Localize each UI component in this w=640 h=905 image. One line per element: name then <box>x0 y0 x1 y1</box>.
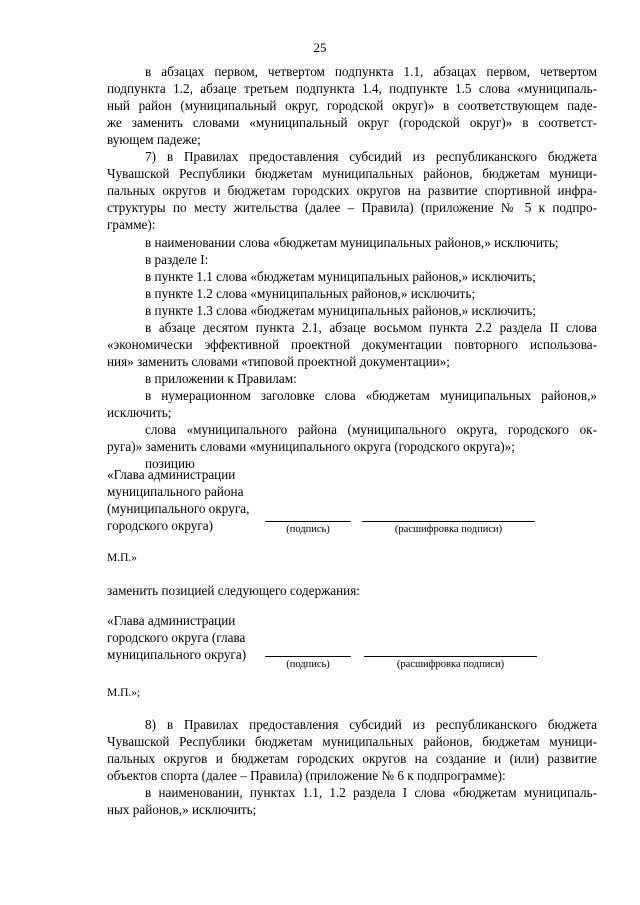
text-line: позицию <box>145 456 195 471</box>
signature-title-line: городского округа (глава <box>107 630 246 645</box>
text-line: 8) в Правилах предоставления субсидий из республиканского бюджета <box>145 717 597 732</box>
text-line: руга)» заменить словами «муниципального округа (городского округа)»; <box>107 439 515 454</box>
signature-title-line: (муниципального округа, <box>107 501 250 516</box>
text-line: заменить позицией следующего содержания: <box>107 583 360 598</box>
signature-caption: (подпись) <box>286 524 330 535</box>
text-line: в нумерационном заголовке слова «бюджетам муниципальных районов,» <box>145 388 597 403</box>
signature-title-line: «Глава администрации <box>107 613 236 628</box>
page-number: 25 <box>313 40 327 55</box>
signature-line <box>265 521 351 522</box>
text-line: в абзацах первом, четвертом подпункта 1.1, абзацах первом, четвертом <box>145 64 597 79</box>
text-line: в пункте 1.1 слова «бюджетам муниципальных районов,» исключить; <box>145 269 536 284</box>
text-line: же заменить словами «муниципальный округ (городской округ)» в соответст- <box>107 115 597 130</box>
signature-title-line: городского округа) <box>107 518 214 533</box>
text-line: в наименовании, пунктах 1.1, 1.2 раздела I слова «бюджетам муниципаль- <box>145 785 597 800</box>
signature-title-line: муниципального округа) <box>107 647 247 662</box>
text-line: слова «муниципального района (муниципального округа, городского ок- <box>145 422 597 437</box>
text-line: в пункте 1.3 слова «бюджетам муниципальных районов,» исключить; <box>145 303 536 318</box>
signature-title-line: муниципального района <box>107 484 244 499</box>
text-line: объектов спорта (далее – Правила) (приложение № 6 к подпрограмме): <box>107 768 506 783</box>
text-line: в абзаце десятом пункта 2.1, абзаце восьмом пункта 2.2 раздела II слова <box>145 320 597 335</box>
text-line: ных районов,» исключить; <box>107 802 257 817</box>
text-line: ный район (муниципальный округ, городской округ)» в соответствующем паде- <box>107 98 597 113</box>
signature-line <box>265 656 351 657</box>
text-line: 7) в Правилах предоставления субсидий из республиканского бюджета <box>145 149 597 164</box>
text-line: Чувашской Республики бюджетам муниципальных районов, бюджетам муници- <box>107 734 597 749</box>
stamp-mark: М.П.» <box>107 552 138 564</box>
text-line: грамме): <box>107 217 156 232</box>
stamp-mark: М.П.»; <box>107 687 141 699</box>
text-line: вующем падеже; <box>107 132 201 147</box>
name-decoding-caption: (расшифровка подписи) <box>396 659 505 670</box>
text-line: пальных округов и бюджетам городских округов на развитие спортивной инфра- <box>107 183 597 198</box>
text-line: ния» заменить словами «типовой проектной документации»; <box>107 354 450 369</box>
text-line: в приложении к Правилам: <box>145 371 297 386</box>
text-line: в пункте 1.2 слова «муниципальных районов,» исключить; <box>145 286 476 301</box>
text-line: подпункта 1.2, абзаце третьем подпункта 1.4, подпункте 1.5 слова «муниципаль- <box>107 81 597 96</box>
text-line: пальных округов и бюджетам городских округов на создание и (или) развитие <box>107 751 597 766</box>
text-line: в наименовании слова «бюджетам муниципальных районов,» исключить; <box>145 235 559 250</box>
signature-caption: (подпись) <box>286 659 330 670</box>
text-line: Чувашской Республики бюджетам муниципальных районов, бюджетам муници- <box>107 166 597 181</box>
name-decoding-caption: (расшифровка подписи) <box>394 524 503 535</box>
name-decoding-line <box>364 656 537 657</box>
text-line: структуры по месту жительства (далее – Правила) (приложение № 5 к подпро- <box>107 200 597 215</box>
text-line: исключить; <box>107 405 172 420</box>
text-line: «экономически эффективной проектной документации повторного использова- <box>107 337 597 352</box>
signature-title-line: «Глава администрации <box>107 467 236 482</box>
name-decoding-line <box>362 521 535 522</box>
text-line: в разделе I: <box>145 252 209 267</box>
